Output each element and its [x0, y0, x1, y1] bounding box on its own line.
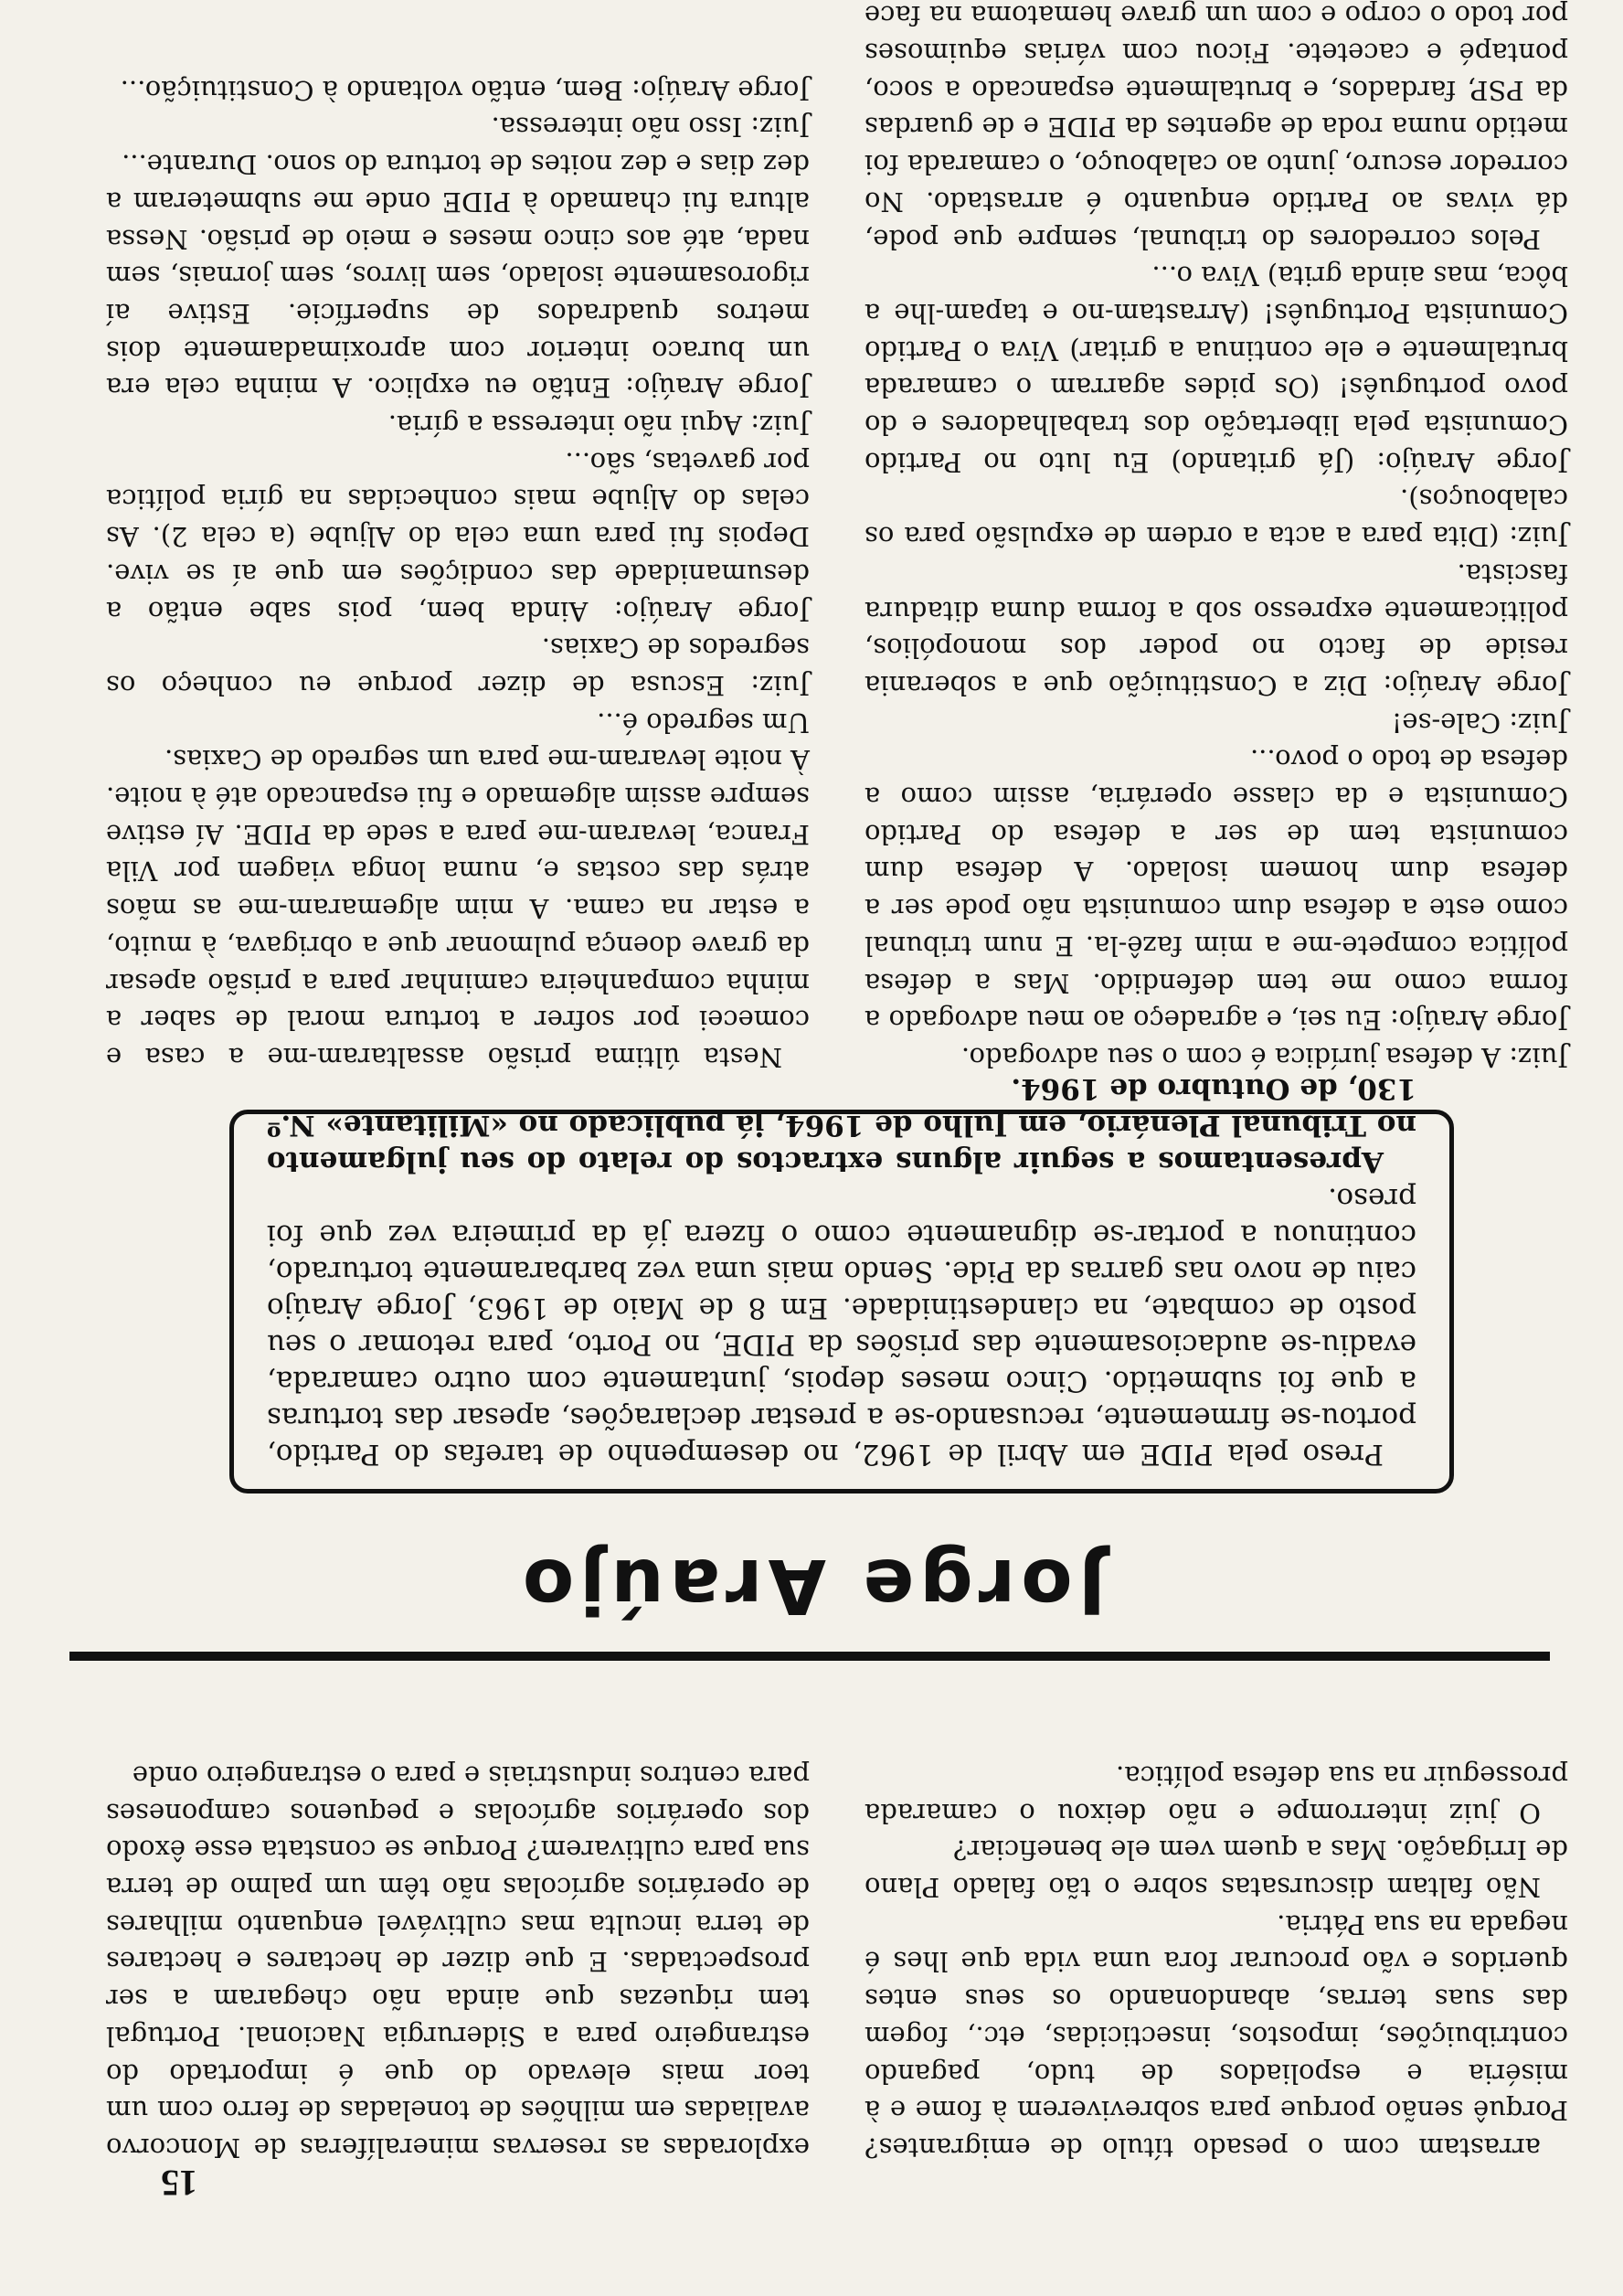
intro-paragraph: Apresentamos a seguir alguns extractos do relato do seu julgamento no Tribunal Plenário, em Julho de 1964, já publicado no «Militante» N.º 130, de Outubro de 1964.: [267, 1072, 1416, 1178]
page-number: 15: [161, 2163, 197, 2204]
paragraph: exploradas as reservas mineralíferas de Moncorvo avaliadas em milhões de toneladas de ferro com um teor mais elevado do que é importado do estrangeiro para a Siderurgia Nacional. Portugal tem riquezas que ainda não chegaram a ser prospectadas. E que dizer de hectares e hectares de terra inculta mas cultivável enquanto milhares de operários agrícolas não têm um palmo de terra sua para cultivarem? Porque se constata esse êxodo dos operários agrícolas e pequenos camponeses para centros industriais e para o estrangeiro onde: [106, 1759, 810, 2163]
dialogue-line: Juiz: A defesa jurídica é com o seu advogado.: [960, 1042, 1568, 1073]
paragraph: arrastam com o pesado título de emigrantes? Porquê senão porque para sobreviverem à fome e à miséria e espoliados de tudo, pagando contribuições, impostos, insecticidas, etc., fogem das suas terras, abandonando os seus entes queridos e vão procurar fora uma vida que lhes é negada na sua Pátria.: [865, 1908, 1568, 2163]
dialogue-line: Jorge Araújo: Eu sei, e agradeço ao meu advogado a forma como me tem defendido. Mas a defesa política compete-me a mim fazê-la. E num tribunal como este a defesa dum comunista não pode ser a defesa dum homem isolado. A defesa dum comunista tem de ser a defesa do Partido Comunista e da classe operária, assim como a defesa de todo o povo...: [865, 744, 1568, 1036]
paragraph: Não faltam discursatas sobre o tão falado Plano de Irrigação. Mas a quem vem ele beneficiar?: [865, 1834, 1568, 1904]
dialogue-line: Jorge Araújo: Diz a Constituição que a soberania reside de facto no poder dos monopólios, politicamente expresso sob a forma duma ditadura fascista.: [865, 558, 1568, 701]
paragraph: Nesta última prisão assaltaram-me a casa e comecei por sofrer a tortura moral de saber a minha companheira caminhar para a prisão apesar da grave doença pulmonar que a obrigava, à muito, a estar na cama. A mim algemaram-me as mãos atrás das costas e, numa longa viagem por Vila Franca, levaram-me para a sede da PIDE. Aí estive sempre assim algemado e fui espancado até à noite. À noite levaram-me para um segredo de Caxias.: [106, 744, 810, 1073]
divider-rule: [69, 1652, 1550, 1661]
dialogue-line: Juiz: Aqui não interessa a gíria.: [387, 409, 810, 441]
dialogue-line: Juiz: Cale-se!: [1391, 707, 1568, 739]
article-headline: Jorge Araújo: [516, 1542, 1107, 1629]
lower-right-column: [106, 43, 810, 1076]
dialogue-line: Juiz: (Dita para a acta a ordem de expulsão para os calabouços).: [865, 484, 1568, 553]
dialogue-line: Jorge Araújo: (Já gritando) Eu luto no Partido Comunista pela libertação dos trabalhadores e do povo português! (Os pides agarram o camarada brutalmente e ele continua a gritar) Viva o Partido Comunista Português! (Arrastam-no e tapam-lhe a bôca, mas ainda grita) Viva o...: [865, 260, 1568, 478]
intro-box: [229, 1072, 1454, 1493]
top-right-column: [106, 1674, 810, 2166]
lower-left-column: [865, 0, 1568, 1076]
dialogue-line: Jorge Araújo: Bem, então voltando à Constituição...: [120, 74, 810, 106]
dialogue-line: Juiz: Escusa de dizer porque eu conheço os segredos de Caxias.: [106, 632, 810, 701]
top-left-column: [865, 1674, 1568, 2166]
paragraph: Um segredo é...: [597, 707, 810, 739]
paragraph: Pelos corredores do tribunal, sempre que pode, dá vivas ao Partido enquanto é arrastado. No corredor escuro, junto ao calabouço, o camarada foi metido numa roda de agentes da PIDE e de guardas da PSP, fardados, e brutalmente espancado a soco, pontapé e cacetete. Ficou com várias equimoses por todo o corpo e com um grave hematoma na face: [865, 0, 1568, 255]
intro-paragraph: Preso pela PIDE em Abril de 1962, no desempenho de tarefas do Partido, portou-se firmemente, recusando-se a prestar declarações, apesar das torturas a que foi submetido. Cinco meses depois, juntamente com outro camarada, evadiu-se audaciosamente das prisões da PIDE, no Porto, para retomar o seu posto de combate, na clandestinidade. Em 8 de Maio de 1963, Jorge Araújo caiu de novo nas garras da Pide. Sendo mais uma vez barbaramente torturado, continuou a portar-se dignamente como o fizera já da primeira vez que foi preso.: [267, 1182, 1416, 1471]
dialogue-line: Jorge Araújo: Então eu explico. A minha cela era um buraco interior com aproximadamente dois metros quadrados de superfície. Estive aí rigorosamente isolado, sem livros, sem jornais, sem nada, até aos cinco meses e meio de prisão. Nessa altura fui chamado à PIDE onde me submeteram a dez dias e dez noites de tortura do sono. Durante...: [106, 149, 810, 404]
paragraph: O juiz interrompe e não deixou o camarada prosseguir na sua defesa política.: [865, 1759, 1568, 1829]
dialogue-line: Jorge Araújo: Ainda bem, pois sabe então a desumanidade das condições em que aí se vive. Depois fui para uma cela do Aljube (a cela 2). As celas do Aljube mais conhecidas na gíria política por gavetas, são...: [106, 446, 810, 627]
dialogue-line: Juiz: Isso não interessa.: [491, 112, 810, 144]
